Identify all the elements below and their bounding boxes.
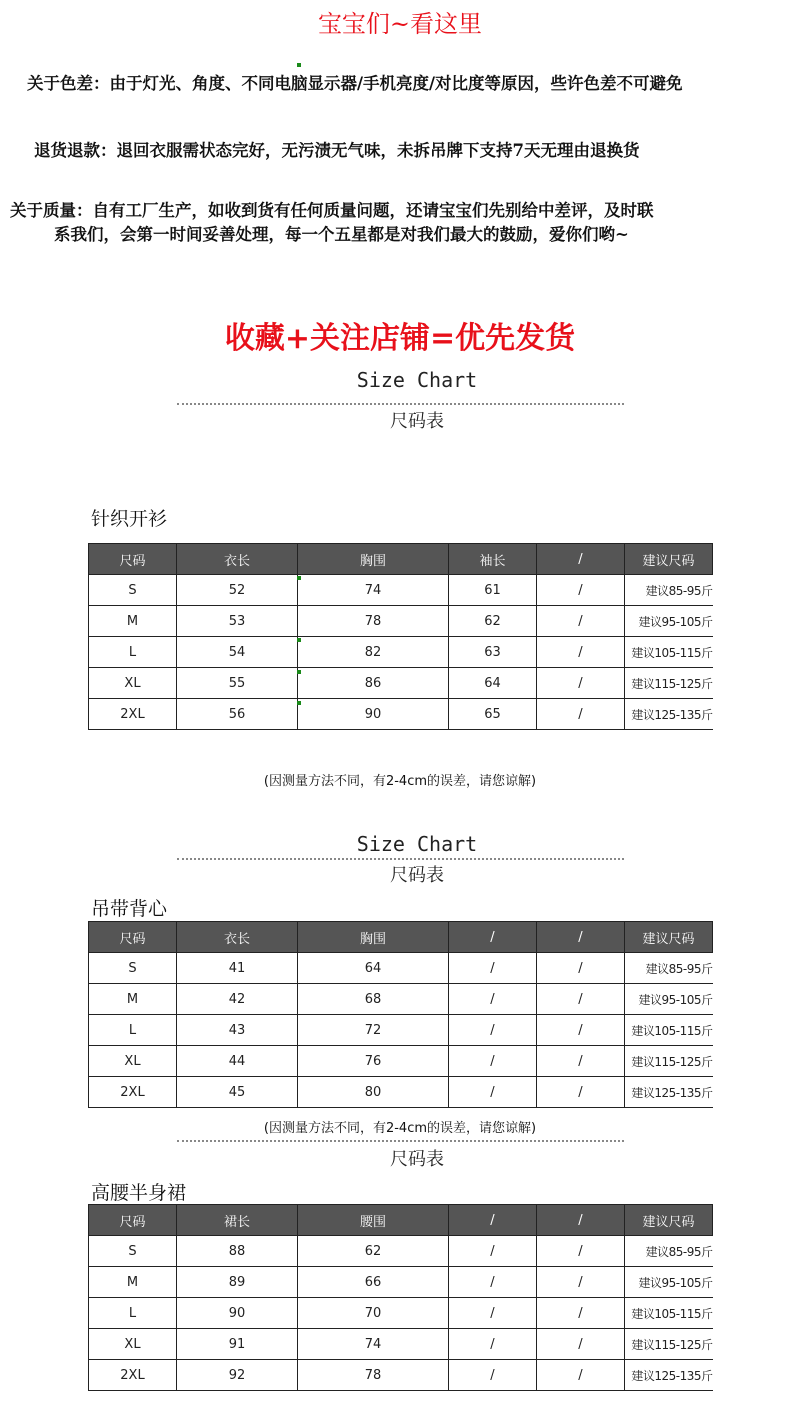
column-header: 衣长 <box>177 922 298 953</box>
size-cell: L <box>89 1015 177 1046</box>
column-header: 袖长 <box>449 544 537 575</box>
recommendation-cell: 建议125-135斤 <box>625 699 713 730</box>
table-cell: / <box>537 1329 625 1360</box>
column-header: 建议尺码 <box>625 544 713 575</box>
table-cell: 56 <box>177 699 298 730</box>
table-cell: / <box>537 575 625 606</box>
recommendation-cell: 建议85-95斤 <box>625 1236 713 1267</box>
size-cell: XL <box>89 1046 177 1077</box>
measurement-note: (因测量方法不同，有2-4cm的误差，请您谅解) <box>263 1121 537 1136</box>
green-mark <box>297 638 301 642</box>
table-cell: / <box>449 1015 537 1046</box>
table-cell: 52 <box>177 575 298 606</box>
table-row <box>89 953 713 984</box>
table-cell: / <box>537 1360 625 1391</box>
size-chart-heading-cn: 尺码表 <box>390 1149 444 1170</box>
recommendation-cell: 建议85-95斤 <box>625 575 713 606</box>
table-cell: 78 <box>298 606 449 637</box>
table-header-row <box>89 544 713 575</box>
recommendation-cell: 建议115-125斤 <box>625 1046 713 1077</box>
table-cell: 91 <box>177 1329 298 1360</box>
recommendation-cell: 建议115-125斤 <box>625 668 713 699</box>
size-cell: M <box>89 1267 177 1298</box>
column-header: 胸围 <box>298 922 449 953</box>
size-cell: M <box>89 984 177 1015</box>
table-cell: / <box>537 984 625 1015</box>
green-mark <box>297 63 301 67</box>
column-header: 建议尺码 <box>625 1205 713 1236</box>
table-header-row <box>89 922 713 953</box>
table-row <box>89 668 713 699</box>
recommendation-cell: 建议105-115斤 <box>625 1298 713 1329</box>
table-row <box>89 1046 713 1077</box>
table-cell: 74 <box>298 1329 449 1360</box>
column-header: 尺码 <box>89 544 177 575</box>
size-cell: 2XL <box>89 699 177 730</box>
table-cell: 44 <box>177 1046 298 1077</box>
size-chart-heading-en: Size Chart <box>356 368 478 392</box>
recommendation-cell: 建议105-115斤 <box>625 1015 713 1046</box>
column-header: 尺码 <box>89 1205 177 1236</box>
table-cell: 43 <box>177 1015 298 1046</box>
table-cell: 62 <box>298 1236 449 1267</box>
return-policy-notice: 退货退款：退回衣服需状态完好，无污渍无气味，未拆吊牌下支持7天无理由退换货 <box>34 141 640 160</box>
table-cell: 78 <box>298 1360 449 1391</box>
size-cell: 2XL <box>89 1077 177 1108</box>
table-cell: / <box>449 1329 537 1360</box>
recommendation-cell: 建议95-105斤 <box>625 984 713 1015</box>
size-cell: 2XL <box>89 1360 177 1391</box>
table-row <box>89 1236 713 1267</box>
column-header: / <box>537 544 625 575</box>
table-row <box>89 984 713 1015</box>
column-header: 衣长 <box>177 544 298 575</box>
size-cell: S <box>89 1236 177 1267</box>
column-header: / <box>449 922 537 953</box>
table-cell: 61 <box>449 575 537 606</box>
table-row <box>89 1329 713 1360</box>
column-header: / <box>537 1205 625 1236</box>
table-cell: 90 <box>177 1298 298 1329</box>
quality-notice-line-2: 系我们，会第一时间妥善处理，每一个五星都是对我们最大的鼓励，爱你们哟~ <box>54 225 629 244</box>
color-difference-notice: 关于色差：由于灯光、角度、不同电脑显示器/手机亮度/对比度等原因，些许色差不可避免 <box>27 74 683 93</box>
table-cell: / <box>537 699 625 730</box>
table-row <box>89 1077 713 1108</box>
table-cell: / <box>449 1360 537 1391</box>
recommendation-cell: 建议85-95斤 <box>625 953 713 984</box>
recommendation-cell: 建议115-125斤 <box>625 1329 713 1360</box>
table-cell: 45 <box>177 1077 298 1108</box>
table-cell: / <box>449 953 537 984</box>
measurement-note: (因测量方法不同，有2-4cm的误差，请您谅解) <box>263 774 537 789</box>
table-cell: / <box>537 1267 625 1298</box>
table-cell: / <box>537 953 625 984</box>
table-cell: / <box>449 1236 537 1267</box>
table-cell: / <box>537 637 625 668</box>
column-header: / <box>537 922 625 953</box>
table-row <box>89 1298 713 1329</box>
size-cell: XL <box>89 1329 177 1360</box>
table-cell: 66 <box>298 1267 449 1298</box>
size-chart-heading-en: Size Chart <box>356 832 478 856</box>
size-cell: L <box>89 1298 177 1329</box>
column-header: / <box>449 1205 537 1236</box>
column-header: 尺码 <box>89 922 177 953</box>
section-title-skirt: 高腰半身裙 <box>91 1182 187 1204</box>
table-cell: 92 <box>177 1360 298 1391</box>
size-chart-heading-cn: 尺码表 <box>390 865 444 886</box>
table-row <box>89 699 713 730</box>
table-cell: / <box>537 1077 625 1108</box>
promo-banner: 收藏+关注店铺=优先发货 <box>224 321 576 356</box>
column-header: 裙长 <box>177 1205 298 1236</box>
table-row <box>89 637 713 668</box>
table-cell: 42 <box>177 984 298 1015</box>
table-cell: 76 <box>298 1046 449 1077</box>
table-cell: / <box>537 1015 625 1046</box>
recommendation-cell: 建议125-135斤 <box>625 1360 713 1391</box>
size-cell: XL <box>89 668 177 699</box>
recommendation-cell: 建议95-105斤 <box>625 1267 713 1298</box>
size-cell: S <box>89 953 177 984</box>
column-header: 建议尺码 <box>625 922 713 953</box>
size-cell: L <box>89 637 177 668</box>
size-table-skirt <box>88 1204 713 1391</box>
table-cell: 86 <box>298 668 449 699</box>
table-cell: 68 <box>298 984 449 1015</box>
size-cell: M <box>89 606 177 637</box>
green-mark <box>297 576 301 580</box>
table-cell: 63 <box>449 637 537 668</box>
size-chart-heading-cn: 尺码表 <box>390 411 444 432</box>
table-cell: 80 <box>298 1077 449 1108</box>
table-row <box>89 1267 713 1298</box>
table-cell: 72 <box>298 1015 449 1046</box>
table-cell: 82 <box>298 637 449 668</box>
recommendation-cell: 建议125-135斤 <box>625 1077 713 1108</box>
table-cell: 54 <box>177 637 298 668</box>
dotted-divider <box>177 1140 624 1142</box>
table-cell: 55 <box>177 668 298 699</box>
table-cell: / <box>449 1046 537 1077</box>
table-header-row <box>89 1205 713 1236</box>
green-mark <box>297 701 301 705</box>
table-cell: 74 <box>298 575 449 606</box>
table-row <box>89 1360 713 1391</box>
recommendation-cell: 建议105-115斤 <box>625 637 713 668</box>
table-cell: 53 <box>177 606 298 637</box>
table-cell: / <box>537 1298 625 1329</box>
size-cell: S <box>89 575 177 606</box>
table-row <box>89 606 713 637</box>
dotted-divider <box>177 403 624 405</box>
table-cell: 62 <box>449 606 537 637</box>
recommendation-cell: 建议95-105斤 <box>625 606 713 637</box>
table-cell: / <box>449 984 537 1015</box>
table-cell: / <box>449 1267 537 1298</box>
table-cell: / <box>537 1236 625 1267</box>
size-table-camisole <box>88 921 713 1108</box>
size-table-cardigan <box>88 543 713 730</box>
table-cell: 88 <box>177 1236 298 1267</box>
table-cell: 65 <box>449 699 537 730</box>
table-cell: / <box>449 1077 537 1108</box>
page-title: 宝宝们~看这里 <box>317 10 483 38</box>
column-header: 腰围 <box>298 1205 449 1236</box>
table-row <box>89 1015 713 1046</box>
table-row <box>89 575 713 606</box>
table-cell: 64 <box>449 668 537 699</box>
section-title-camisole: 吊带背心 <box>91 898 168 920</box>
table-cell: / <box>537 668 625 699</box>
table-cell: 41 <box>177 953 298 984</box>
table-cell: / <box>537 1046 625 1077</box>
dotted-divider <box>177 858 624 860</box>
table-cell: 64 <box>298 953 449 984</box>
section-title-cardigan: 针织开衫 <box>91 508 168 530</box>
table-cell: / <box>537 606 625 637</box>
table-cell: / <box>449 1298 537 1329</box>
table-cell: 90 <box>298 699 449 730</box>
table-cell: 70 <box>298 1298 449 1329</box>
column-header: 胸围 <box>298 544 449 575</box>
quality-notice-line-1: 关于质量：自有工厂生产，如收到货有任何质量问题，还请宝宝们先别给中差评，及时联 <box>10 201 654 220</box>
table-cell: 89 <box>177 1267 298 1298</box>
green-mark <box>297 670 301 674</box>
